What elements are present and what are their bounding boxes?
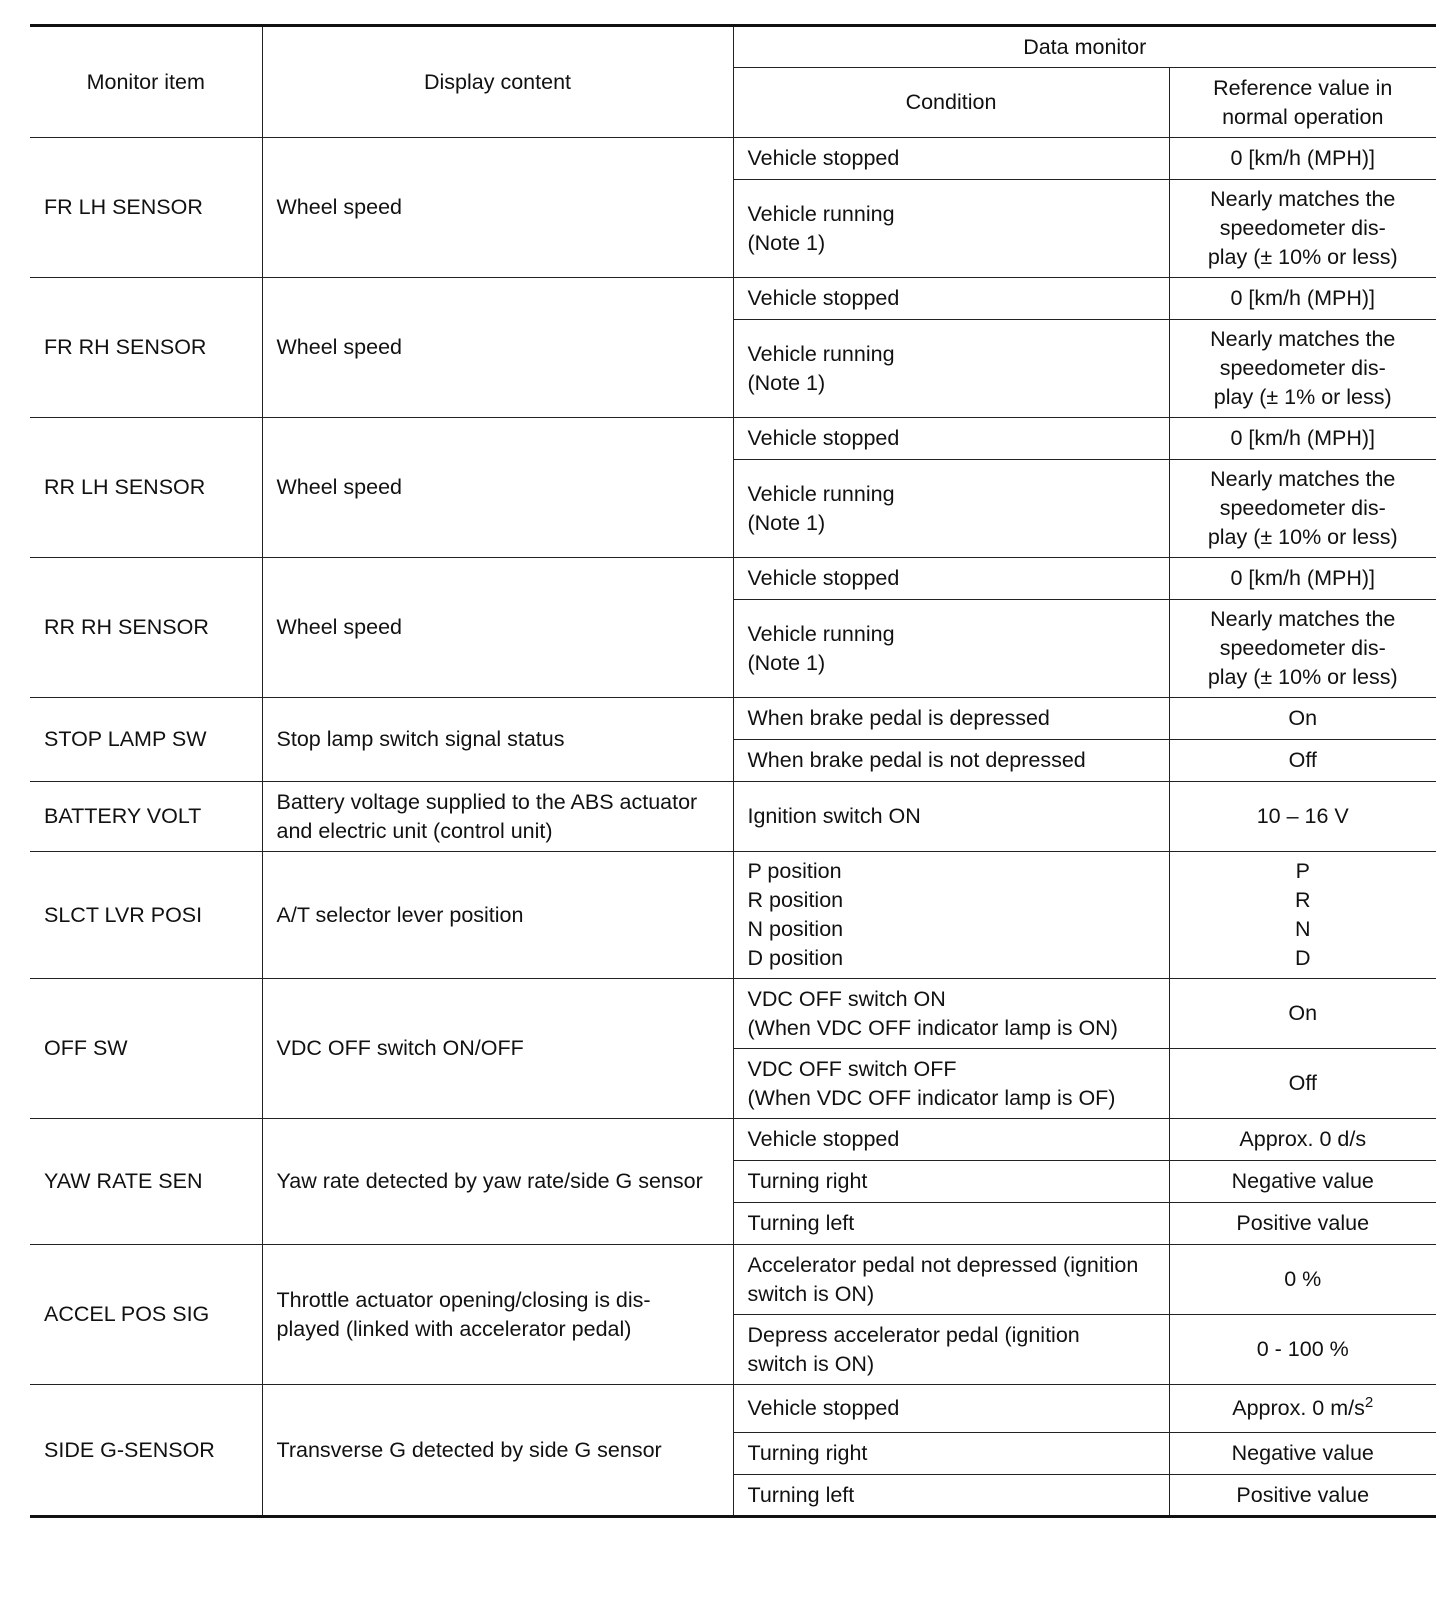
monitor-item-cell: FR RH SENSOR (30, 278, 262, 418)
cell-line: speedometer dis- (1219, 636, 1386, 660)
cell-line: R position (747, 888, 844, 912)
cell-line: 0 % (1284, 1267, 1322, 1291)
cell-line: Transverse G detected by side G sensor (276, 1437, 662, 1462)
cell-line: P (1295, 859, 1310, 883)
cell-line: (Note 1) (747, 650, 826, 675)
table-row (30, 979, 1436, 1049)
condition-cell (733, 418, 1169, 460)
reference-value-cell (1169, 979, 1436, 1049)
cell-line: Vehicle running (747, 201, 895, 226)
condition-cell (733, 1385, 1169, 1433)
cell-line: Negative value (1231, 1169, 1374, 1193)
reference-value-cell (1169, 1245, 1436, 1315)
cell-line: Battery voltage supplied to the ABS actuator (276, 789, 698, 814)
cell-line: Wheel speed (276, 475, 402, 499)
display-content-cell (262, 418, 733, 558)
cell-line: and electric unit (control unit) (276, 818, 553, 843)
monitor-item-table (30, 24, 1436, 1518)
cell-line: (When VDC OFF indicator lamp is ON) (747, 1015, 1118, 1040)
cell-line: speedometer dis- (1219, 216, 1386, 240)
monitor-item-cell: BATTERY VOLT (30, 782, 262, 852)
cell-line: N position (747, 917, 844, 941)
cell-line: Accelerator pedal not depressed (ignition (747, 1252, 1139, 1277)
condition-cell (733, 460, 1169, 558)
cell-line: Turning left (747, 1482, 855, 1507)
cell-line: Vehicle running (747, 621, 895, 646)
reference-value-cell (1169, 320, 1436, 418)
reference-value-cell (1169, 1203, 1436, 1245)
cell-line: On (1288, 706, 1318, 730)
condition-cell (733, 1049, 1169, 1119)
monitor-item-cell: ACCEL POS SIG (30, 1245, 262, 1385)
condition-cell (733, 278, 1169, 320)
header-data-monitor: Data monitor (733, 26, 1436, 68)
header-reference-line: normal operation (1222, 104, 1384, 129)
header-reference-value (1169, 68, 1436, 138)
reference-value-cell (1169, 180, 1436, 278)
table-row (30, 1245, 1436, 1315)
cell-line: Vehicle stopped (747, 1127, 900, 1151)
reference-value-cell (1169, 278, 1436, 320)
display-content-cell (262, 138, 733, 278)
cell-line: Yaw rate detected by yaw rate/side G sensor (276, 1169, 703, 1193)
cell-line: Positive value (1236, 1482, 1370, 1507)
cell-line: Nearly matches the (1210, 327, 1396, 351)
condition-cell (733, 600, 1169, 698)
table-row (30, 782, 1436, 852)
cell-line: play (± 10% or less) (1207, 245, 1398, 269)
superscript: 2 (1364, 1393, 1374, 1411)
cell-line: Vehicle stopped (747, 1396, 900, 1420)
reference-value-cell (1169, 138, 1436, 180)
condition-cell (733, 979, 1169, 1049)
cell-line: Vehicle running (747, 341, 895, 366)
condition-cell (733, 1245, 1169, 1315)
cell-line: Nearly matches the (1210, 187, 1396, 211)
cell-line: Wheel speed (276, 195, 402, 219)
cell-line: (When VDC OFF indicator lamp is OF) (747, 1085, 1116, 1110)
display-content-cell (262, 852, 733, 979)
display-content-cell (262, 979, 733, 1119)
table-row (30, 278, 1436, 320)
reference-value-cell (1169, 1119, 1436, 1161)
cell-line: Nearly matches the (1210, 467, 1396, 491)
header-condition: Condition (733, 68, 1169, 138)
cell-line: Turning right (747, 1441, 868, 1465)
condition-cell (733, 1161, 1169, 1203)
cell-line: play (± 1% or less) (1213, 385, 1392, 409)
cell-line: 0 [km/h (MPH)] (1230, 286, 1376, 310)
cell-line: switch is ON) (747, 1351, 875, 1376)
table-row (30, 1119, 1436, 1161)
cell-line (1184, 1394, 1423, 1423)
cell-line: On (1288, 1001, 1318, 1025)
table-row (30, 852, 1436, 979)
cell-line: play (± 10% or less) (1207, 665, 1398, 689)
cell-line: 0 - 100 % (1256, 1337, 1349, 1361)
cell-line: Off (1288, 1071, 1317, 1095)
reference-value-cell (1169, 1161, 1436, 1203)
cell-line: A/T selector lever position (276, 902, 524, 927)
display-content-cell (262, 782, 733, 852)
reference-value-cell (1169, 740, 1436, 782)
cell-line: Vehicle stopped (747, 146, 900, 170)
monitor-item-cell: RR LH SENSOR (30, 418, 262, 558)
cell-line: R (1294, 888, 1311, 912)
condition-cell (733, 138, 1169, 180)
reference-value-cell (1169, 852, 1436, 979)
cell-line: VDC OFF switch ON/OFF (276, 1036, 524, 1060)
reference-value-cell (1169, 1385, 1436, 1433)
cell-line: Nearly matches the (1210, 607, 1396, 631)
cell-line: Wheel speed (276, 615, 402, 639)
cell-line: D (1294, 946, 1311, 970)
display-content-cell (262, 698, 733, 782)
cell-line: Ignition switch ON (747, 804, 921, 828)
cell-line: Wheel speed (276, 335, 402, 359)
cell-line: speedometer dis- (1219, 496, 1386, 520)
condition-cell (733, 1433, 1169, 1475)
table-body (30, 138, 1436, 1517)
cell-line: speedometer dis- (1219, 356, 1386, 380)
table-row (30, 1385, 1436, 1433)
ref-text: Approx. 0 m/s (1232, 1396, 1365, 1420)
cell-line: played (linked with accelerator pedal) (276, 1316, 632, 1341)
cell-line: Depress accelerator pedal (ignition (747, 1322, 1080, 1347)
condition-cell (733, 852, 1169, 979)
reference-value-cell (1169, 1315, 1436, 1385)
table-row (30, 418, 1436, 460)
reference-value-cell (1169, 1049, 1436, 1119)
condition-cell (733, 1119, 1169, 1161)
table-row (30, 138, 1436, 180)
reference-value-cell (1169, 418, 1436, 460)
cell-line: Vehicle running (747, 481, 895, 506)
cell-line: 0 [km/h (MPH)] (1230, 146, 1376, 170)
reference-value-cell (1169, 1475, 1436, 1517)
cell-line: When brake pedal is depressed (747, 706, 1050, 730)
cell-line: (Note 1) (747, 370, 826, 395)
cell-line: Throttle actuator opening/closing is dis- (276, 1287, 651, 1312)
header-monitor-item: Monitor item (30, 26, 262, 138)
cell-line: N (1294, 917, 1311, 941)
reference-value-cell (1169, 698, 1436, 740)
table-row (30, 558, 1436, 600)
cell-line: Vehicle stopped (747, 426, 900, 450)
condition-cell (733, 320, 1169, 418)
monitor-item-cell: FR LH SENSOR (30, 138, 262, 278)
header-reference-line: Reference value in (1213, 75, 1393, 100)
condition-cell (733, 180, 1169, 278)
display-content-cell (262, 1385, 733, 1517)
cell-line: Turning right (747, 1169, 868, 1193)
display-content-cell (262, 278, 733, 418)
display-content-cell (262, 1119, 733, 1245)
cell-line: Positive value (1236, 1211, 1370, 1235)
cell-line: P position (747, 859, 842, 883)
cell-line: (Note 1) (747, 230, 826, 255)
cell-line: play (± 10% or less) (1207, 525, 1398, 549)
cell-line: Vehicle stopped (747, 286, 900, 310)
monitor-item-cell: STOP LAMP SW (30, 698, 262, 782)
cell-line: Stop lamp switch signal status (276, 727, 565, 751)
monitor-item-cell: YAW RATE SEN (30, 1119, 262, 1245)
cell-line: Off (1288, 748, 1317, 772)
table-row (30, 698, 1436, 740)
condition-cell (733, 1475, 1169, 1517)
cell-line: 0 [km/h (MPH)] (1230, 426, 1376, 450)
cell-line: (Note 1) (747, 510, 826, 535)
cell-line: 10 – 16 V (1256, 804, 1349, 828)
cell-line: switch is ON) (747, 1281, 875, 1306)
condition-cell (733, 1315, 1169, 1385)
display-content-cell (262, 1245, 733, 1385)
header-display-content: Display content (262, 26, 733, 138)
cell-line: When brake pedal is not depressed (747, 748, 1086, 772)
display-content-cell (262, 558, 733, 698)
cell-line: VDC OFF switch OFF (747, 1056, 957, 1081)
cell-line: Negative value (1231, 1441, 1374, 1465)
cell-line: Turning left (747, 1211, 855, 1235)
condition-cell (733, 740, 1169, 782)
monitor-item-cell: OFF SW (30, 979, 262, 1119)
reference-value-cell (1169, 460, 1436, 558)
cell-line: Vehicle stopped (747, 566, 900, 590)
reference-value-cell (1169, 600, 1436, 698)
condition-cell (733, 1203, 1169, 1245)
monitor-item-cell: SLCT LVR POSI (30, 852, 262, 979)
condition-cell (733, 558, 1169, 600)
condition-cell (733, 782, 1169, 852)
cell-line: 0 [km/h (MPH)] (1230, 566, 1376, 590)
monitor-item-cell: RR RH SENSOR (30, 558, 262, 698)
reference-value-cell (1169, 1433, 1436, 1475)
reference-value-cell (1169, 558, 1436, 600)
cell-line: VDC OFF switch ON (747, 986, 946, 1011)
monitor-item-cell: SIDE G-SENSOR (30, 1385, 262, 1517)
cell-line: D position (747, 946, 844, 970)
reference-value-cell (1169, 782, 1436, 852)
cell-line: Approx. 0 d/s (1239, 1127, 1367, 1151)
condition-cell (733, 698, 1169, 740)
